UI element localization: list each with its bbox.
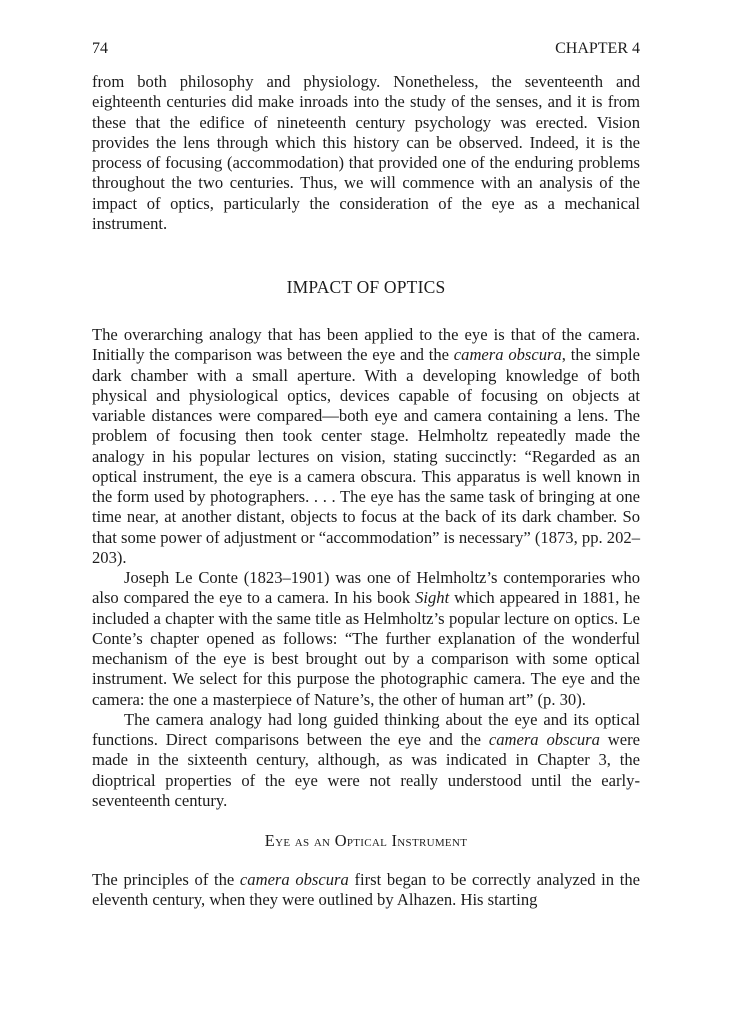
book-page xyxy=(92,38,640,911)
book-title: Sight xyxy=(415,588,450,608)
italic-term: camera obscura xyxy=(239,870,349,889)
running-head xyxy=(92,38,640,60)
chapter-label: CHAPTER 4 xyxy=(555,40,640,57)
section-heading: IMPACT OF OPTICS xyxy=(286,277,446,297)
italic-term: camera obscura xyxy=(453,345,562,365)
intro-paragraph: from both philosophy and physiology. Nonetheless, the seventeenth and eighteenth centuries did make inroads into the study of the senses, and it is from these that the edifice of nineteenth century psychology was erected. Vision provides the lens through which this history can be observed. Indeed, it is the process of focusing (accommodation) that provided one of the enduring problems throughout the two centuries. Thus, we will commence with an analysis of the impact of optics, particularly the consideration of the eye as a mechanical instrument. xyxy=(92,72,640,233)
page-number: 74 xyxy=(92,40,108,57)
body-paragraph: Joseph Le Conte (1823–1901) was one of Helmholtz’s contemporaries who also compared the eye to a camera. In his book Sight which appeared in 1881, he included a chapter with the same title as Helmholtz’s popular lecture on optics. Le Conte’s chapter opened as follows: “The further explanation of the wonderful mechanism of the eye is best brought out by a comparison with some optical instrument. We select for this purpose the photographic camera. The eye and the camera: the one a masterpiece of Nature’s, the other of human art” (p. 30). xyxy=(92,568,641,709)
subsection-heading: Eye as an Optical Instrument xyxy=(264,831,468,850)
body-paragraph: The overarching analogy that has been applied to the eye is that of the camera. Initially the comparison was between the eye and the camera obscura, the simple dark chamber with a small aperture. With a developing knowledge of both physical and physiological optics, devices capable of focusing on objects at variable distances were compared—both eye and camera containing a lens. The problem of focusing then took center stage. Helmholtz repeatedly made the analogy in his popular lectures on vision, stating succinctly: “Regarded as an optical instrument, the eye is a camera obscura. This apparatus is well known in the form used by photographers. . . . The eye has the same task of bringing at one time near, at another distant, objects to focus at the back of its dark chamber. So that some power of adjustment or “accommodation” is necessary” (1873, pp. 202–203). xyxy=(92,325,641,567)
italic-term: camera obscura xyxy=(488,730,600,749)
body-paragraph: The camera analogy had long guided thinking about the eye and its optical functions. Direct comparisons between the eye and the camera obscura were made in the sixteenth century, although, as was indicated in Chapter 3, the dioptrical properties of the eye were not really understood until the early-seventeenth century. xyxy=(92,709,641,810)
body-paragraph: The principles of the camera obscura first began to be correctly analyzed in the eleventh century, when they were outlined by Alhazen. His starting xyxy=(92,870,640,910)
